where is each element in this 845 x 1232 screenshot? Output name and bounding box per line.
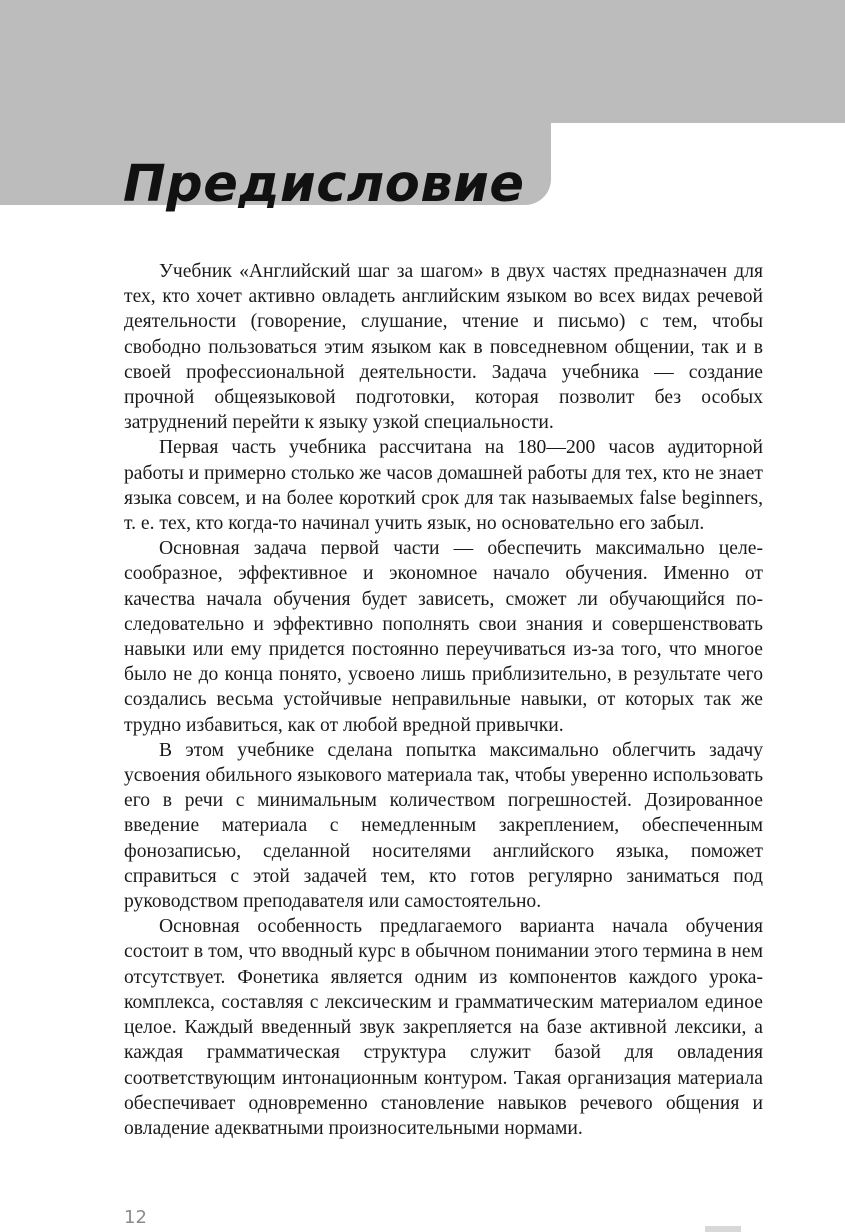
page-title: Предисловие — [123, 155, 525, 214]
page-number: 12 — [124, 1207, 147, 1228]
header-band — [0, 0, 845, 123]
paragraph-3: Основная задача первой части — обеспечить максимально целесообразное, эффективное и экономное начало обучения. Именно от качества начала обучения будет зависеть, сможет ли обучающийся последовательно и эффективно пополнять свои знания и совершенствовать навыки или ему придется постоянно переучиваться из-за того, что многое было не до конца понято, усвоено лишь приблизительно, в результате чего создались весьма устойчивые неправильные навыки, от которых так же трудно избавиться, как от любой вредной привычки. — [124, 538, 763, 736]
paragraph-5: Основная особенность предлагаемого варианта начала обучения состоит в том, что вводный курс в обычном понимании этого термина в нем отсутствует. Фонетика является одним из компонентов каждого урока-комплекса, составляя с лексическим и грамматическим материалом единое целое. Каждый введенный звук закрепляется на базе активной лексики, а каждая грамматическая структура служит базой для овладения соответствующим интонационным контуром. Такая организация материала обеспечивает одновременно становление навыков речевого общения и овладение адекватными произносительными нормами. — [124, 916, 763, 1139]
paragraph-4: В этом учебнике сделана попытка максимально облегчить задачу усвоения обильного языкового материала так, чтобы уверенно использовать его в речи с минимальным количеством погрешностей. Дозированное введение материала с немедленным закреплением, обеспеченным фонозаписью, сделанной носителями английского языка, поможет справиться с этой задачей тем, кто готов регулярно заниматься под руководством преподавателя или самостоятельно. — [124, 739, 763, 913]
paragraph-1: Учебник «Английский шаг за шагом» в двух частях предназначен для тех, кто хочет активно овладеть английским языком во всех видах речевой деятельности (говорение, слушание, чтение и письмо) с тем, чтобы свободно пользоваться этим языком как в повседневном общении, так и в своей профессиональной деятельности. Задача учебника — создание прочной общеязыковой подготовки, которая позволит без особых затруднений перейти к языку узкой специальности. — [124, 261, 763, 434]
body-text — [124, 259, 763, 1141]
paragraph-2: Первая часть учебника рассчитана на 180—200 часов аудиторной работы и примерно столько же часов домашней работы для тех, кто не знает языка совсем, и на более короткий срок для так называемых false beginners, т. е. тех, кто когда-то начинал учить язык, но основательно его забыл. — [124, 437, 763, 535]
corner-mark — [705, 1226, 741, 1232]
